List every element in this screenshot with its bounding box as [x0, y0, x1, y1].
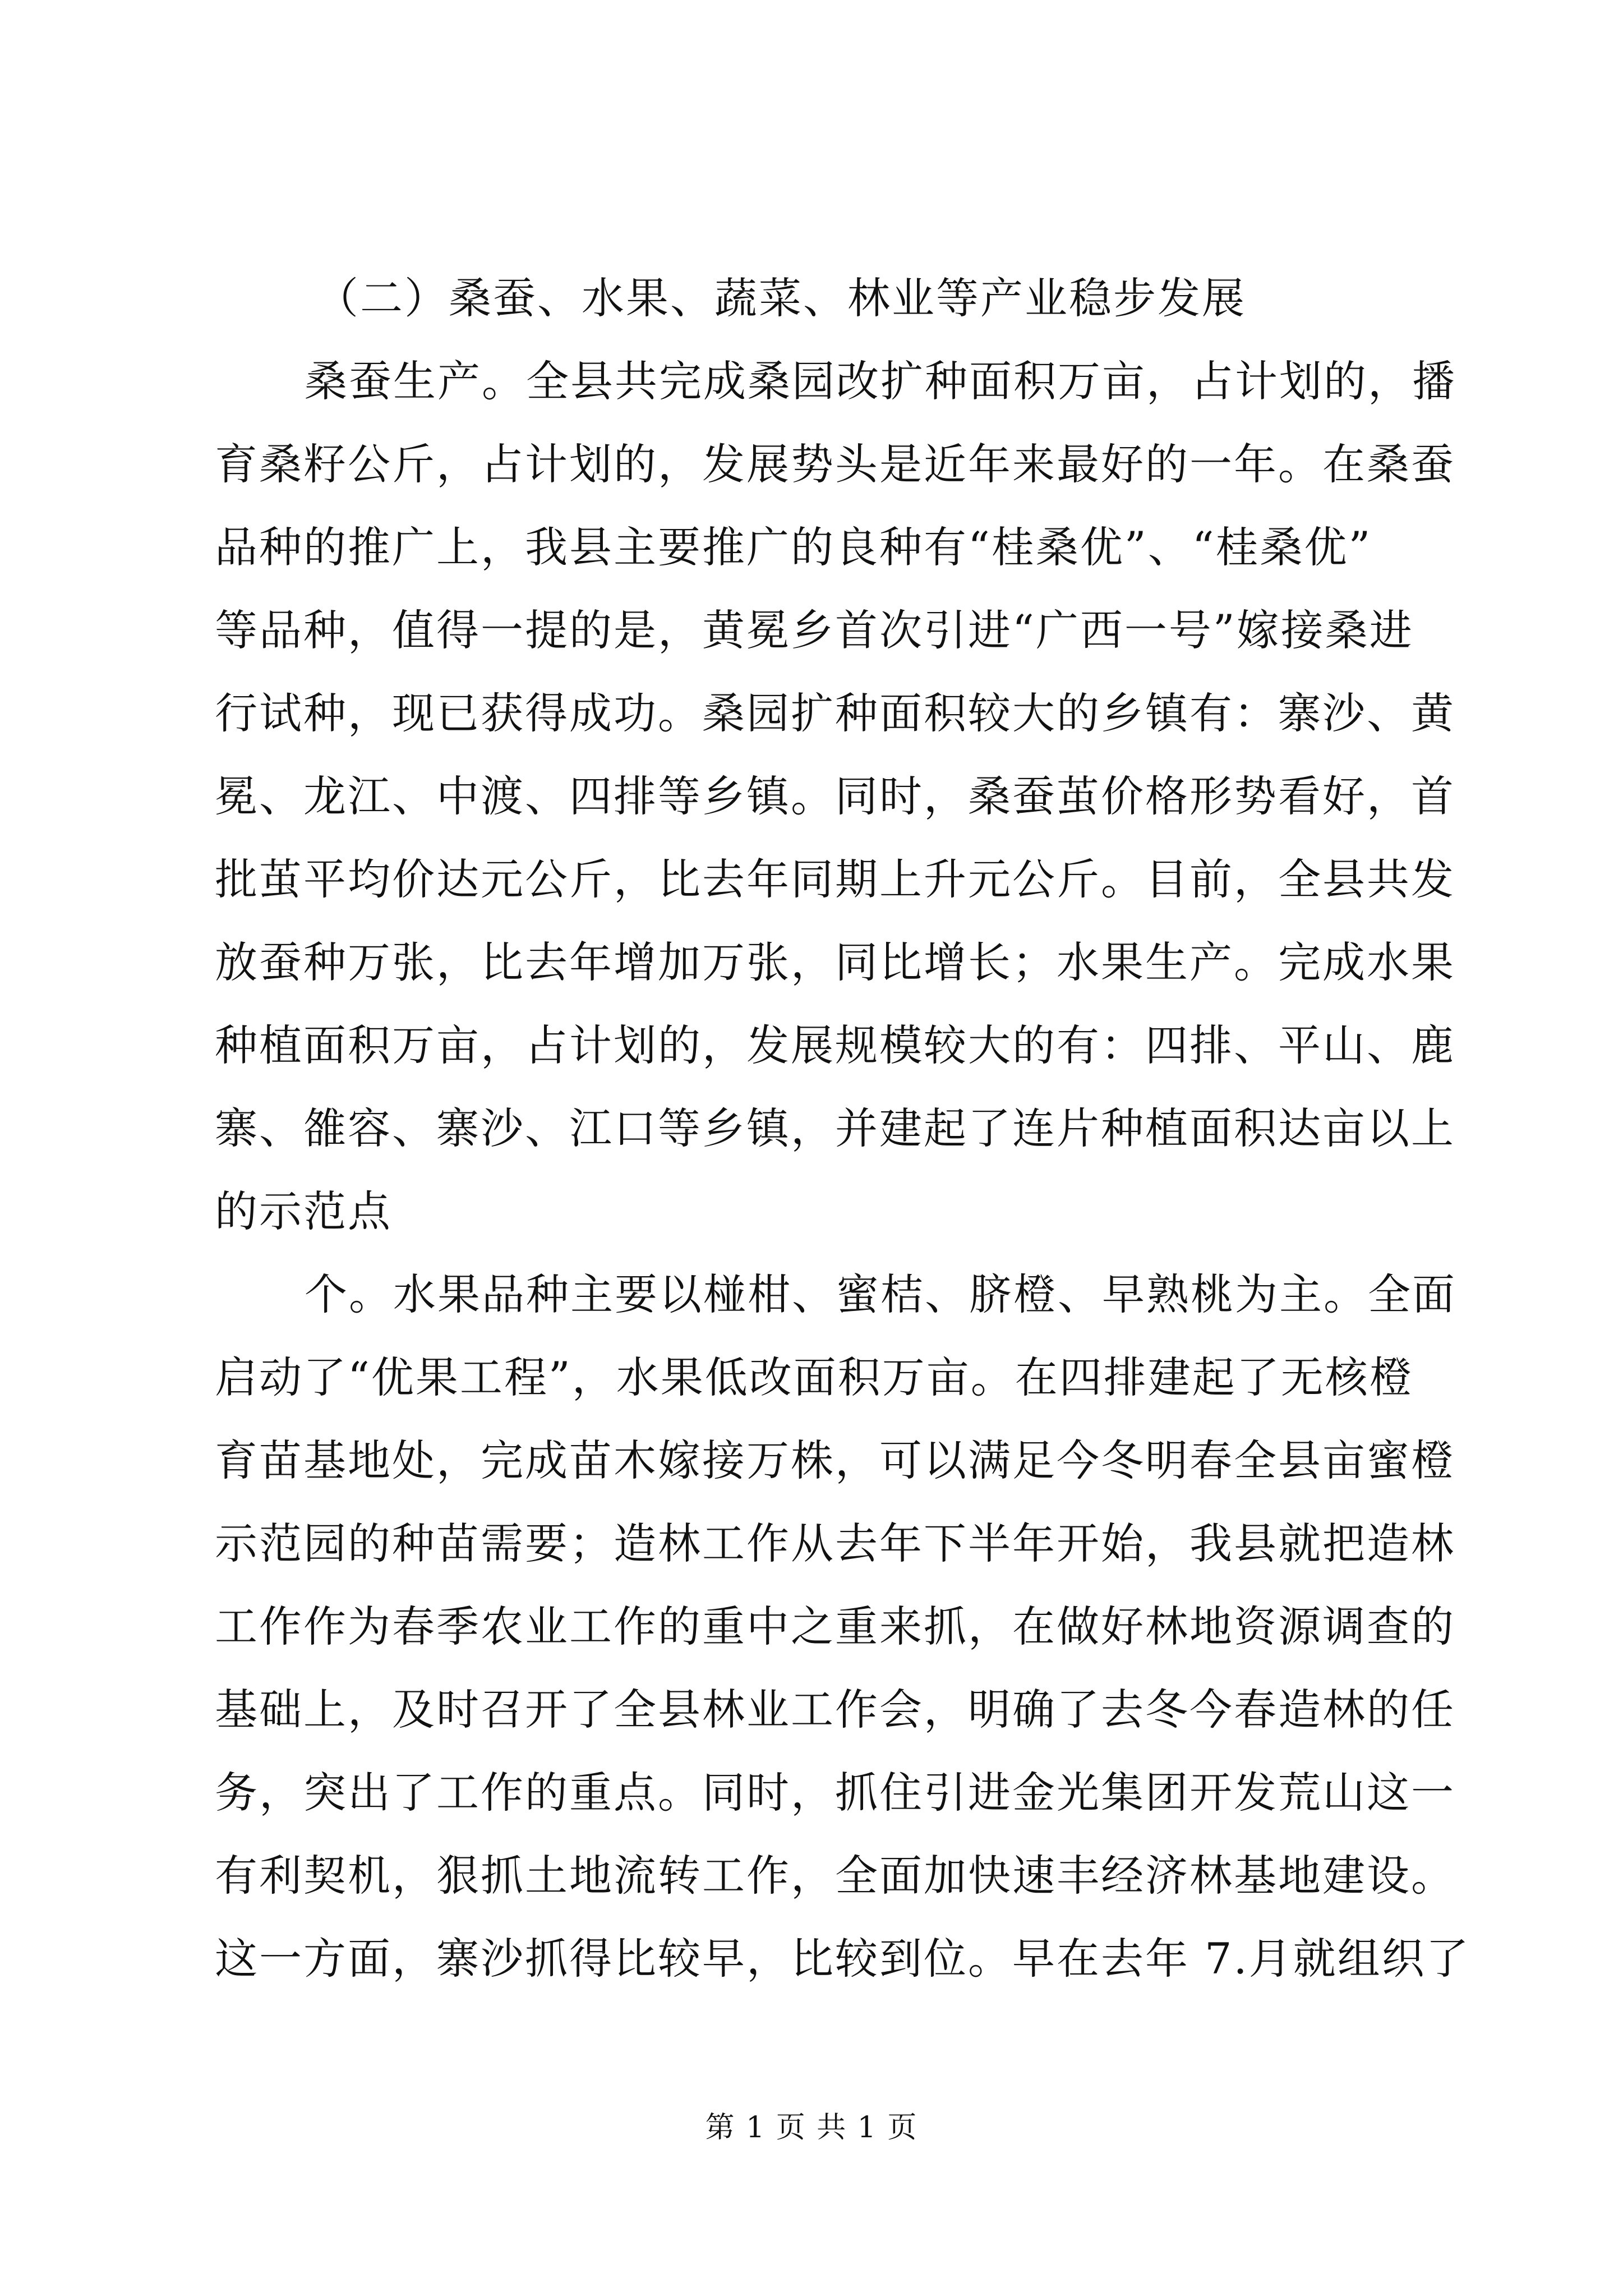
paragraph-line: 这一方面，寨沙抓得比较早，比较到位。早在去年 7.月就组织了: [215, 1934, 1470, 1984]
paragraph-line: 育桑籽公斤，占计划的，发展势头是近年来最好的一年。在桑蚕: [215, 439, 1455, 489]
paragraph-line: 寨、雒容、寨沙、江口等乡镇，并建起了连片种植面积达亩以上: [215, 1103, 1455, 1153]
paragraph-line: 有利契机，狠抓土地流转工作，全面加快速丰经济林基地建设。: [215, 1851, 1455, 1901]
paragraph-line: 种植面积万亩，占计划的，发展规模较大的有：四排、平山、鹿: [215, 1020, 1455, 1070]
paragraph-line: 个。水果品种主要以椪柑、蜜桔、脐橙、早熟桃为主。全面: [305, 1269, 1456, 1319]
paragraph-line: 启动了“优果工程”，水果低改面积万亩。在四排建起了无核橙: [215, 1352, 1414, 1402]
page-footer: 第 1 页 共 1 页: [705, 2111, 918, 2145]
paragraph-line: 等品种，值得一提的是，黄冕乡首次引进“广西一号”嫁接桑进: [215, 605, 1414, 655]
paragraph-line: 基础上，及时召开了全县林业工作会，明确了去冬今春造林的任: [215, 1685, 1455, 1734]
paragraph-line: 品种的推广上，我县主要推广的良种有“桂桑优”、“桂桑优”: [215, 522, 1372, 572]
paragraph-line: 务，突出了工作的重点。同时，抓住引进金光集团开发荒山这一: [215, 1768, 1455, 1818]
paragraph-line: 工作作为春季农业工作的重中之重来抓，在做好林地资源调查的: [215, 1602, 1455, 1651]
paragraph-line: 行试种，现已获得成功。桑园扩种面积较大的乡镇有：寨沙、黄: [215, 688, 1455, 738]
document-body: [215, 257, 1470, 2000]
paragraph-line: 的示范点: [215, 1186, 392, 1236]
paragraph-line: 批茧平均价达元公斤，比去年同期上升元公斤。目前，全县共发: [215, 854, 1455, 904]
paragraph-line: 示范园的种苗需要；造林工作从去年下半年开始，我县就把造林: [215, 1519, 1455, 1568]
section-heading: （二）桑蚕、水果、蔬菜、林业等产业稳步发展: [316, 273, 1246, 323]
paragraph-line: 冕、龙江、中渡、四排等乡镇。同时，桑蚕茧价格形势看好，首: [215, 771, 1455, 821]
paragraph-line: 桑蚕生产。全县共完成桑园改扩种面积万亩，占计划的，播: [305, 356, 1456, 406]
paragraph-line: 育苗基地处，完成苗木嫁接万株，可以满足今冬明春全县亩蜜橙: [215, 1435, 1455, 1485]
paragraph-line: 放蚕种万张，比去年增加万张，同比增长；水果生产。完成水果: [215, 937, 1455, 987]
